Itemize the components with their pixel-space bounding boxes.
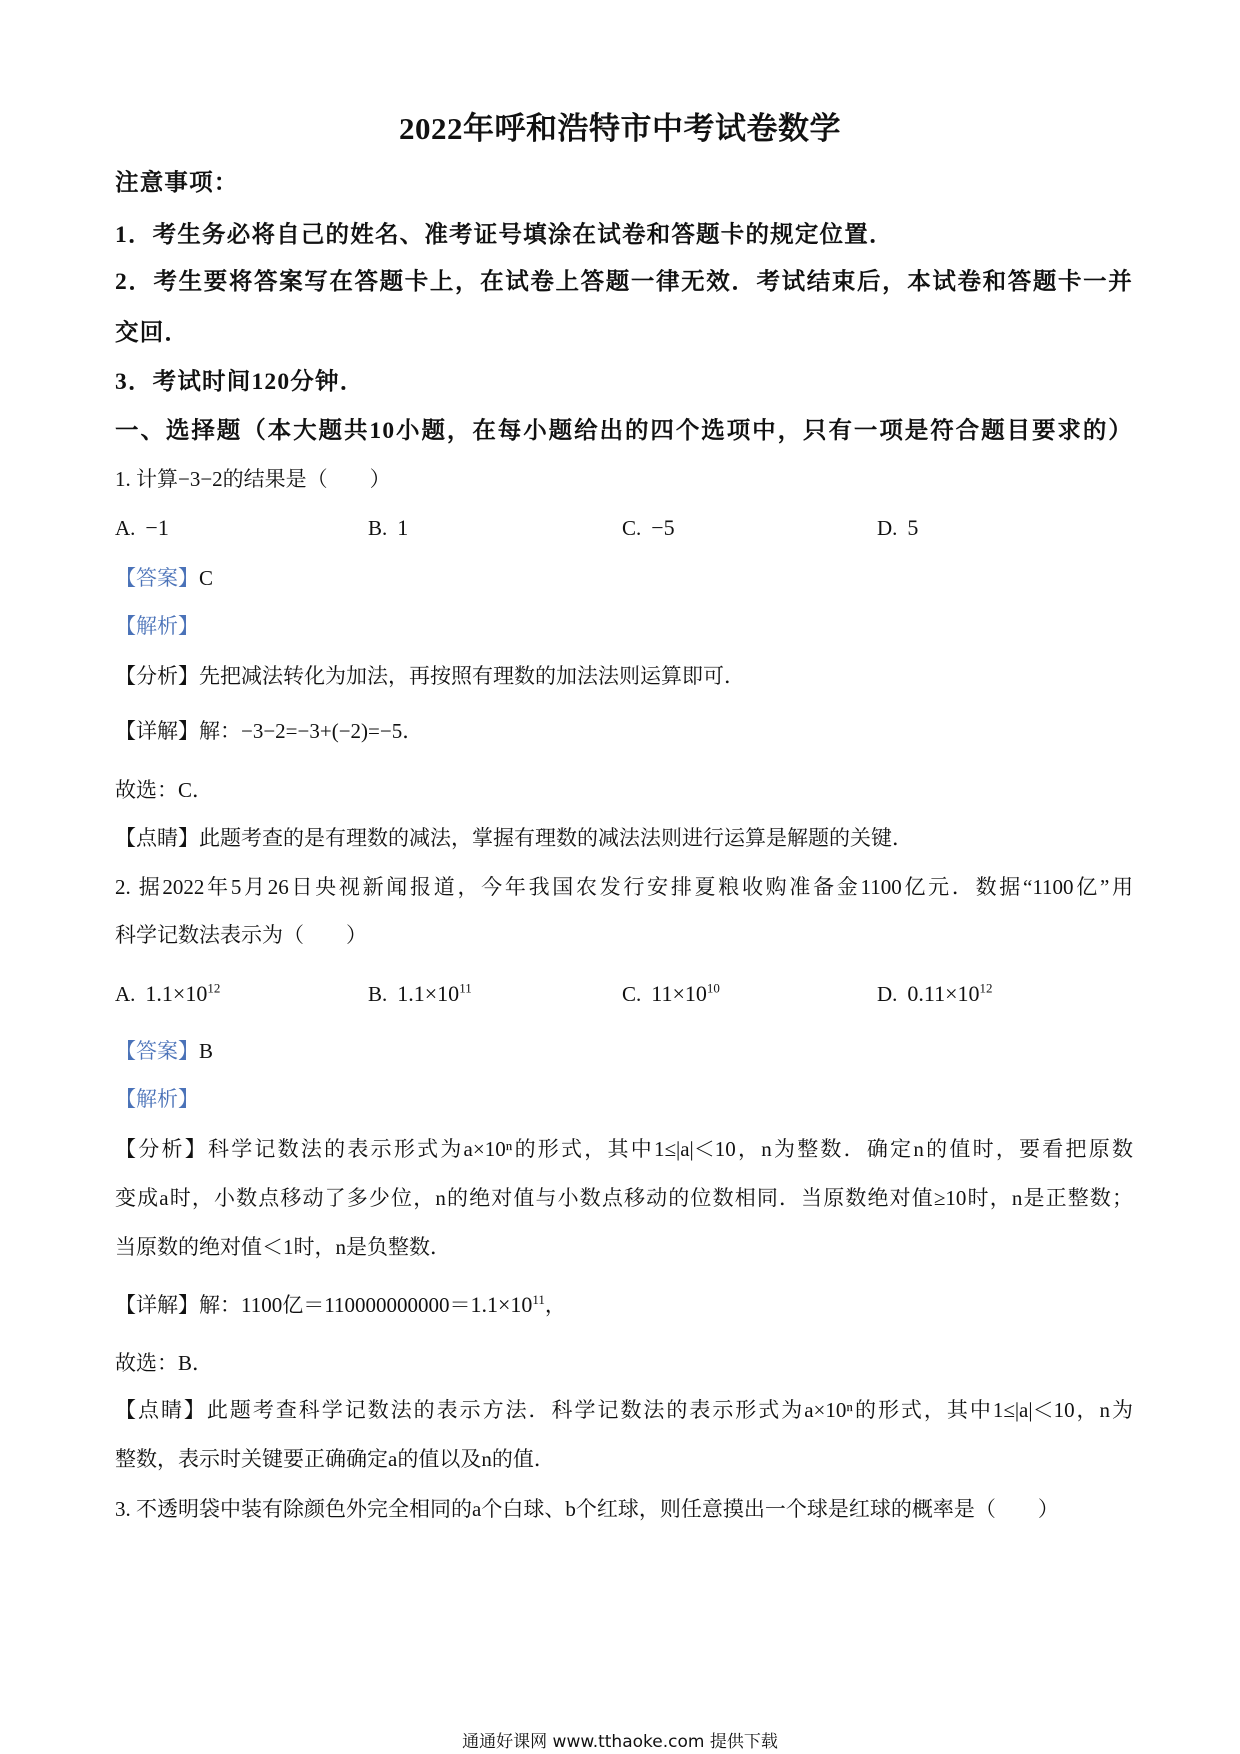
notice-item-2-line-1: 2．考生要将答案写在答题卡上，在试卷上答题一律无效．考试结束后，本试卷和答题卡一并 [115, 269, 1133, 295]
option-label: D. [877, 516, 898, 540]
q1-option-b [368, 504, 408, 552]
option-label: A. [115, 982, 136, 1006]
solution-base: 1.1×10 [470, 1292, 533, 1317]
q1-stem: 1. 计算−3−2的结果是（ ） [115, 467, 391, 491]
solution-label: 【详解】 [115, 719, 199, 743]
q2-answer [115, 1027, 1133, 1075]
q2-analysis-line-2: 变成a时，小数点移动了多少位，n的绝对值与小数点移动的位数相同．当原数绝对值≥10时，n是正整数； [115, 1186, 1133, 1210]
option-value: −5 [651, 515, 675, 540]
option-base: 1.1×10 [397, 981, 460, 1006]
option-exponent: 12 [979, 980, 993, 996]
comment-label: 【点睛】 [115, 1398, 207, 1422]
section-heading: 一、选择题（本大题共10小题，在每小题给出的四个选项中，只有一项是符合题目要求的） [115, 418, 1133, 444]
q1-option-d [877, 504, 918, 552]
solution-prefix: 解：1100亿＝110000000000＝ [199, 1293, 471, 1317]
solution-suffix: ， [544, 1293, 566, 1317]
notice-item-2-line-2: 交回． [115, 320, 190, 346]
option-value: 1 [397, 515, 409, 540]
q2-stem-line-2: 科学记数法表示为（ ） [115, 923, 367, 947]
analysis-text: 先把减法转化为加法，再按照有理数的加法法则运算即可． [199, 664, 745, 688]
option-base: 11×10 [651, 981, 707, 1006]
q2-option-a [115, 970, 220, 1018]
solution-text: 解：−3−2=−3+(−2)=−5． [199, 719, 424, 743]
option-value [907, 981, 992, 1006]
q2-option-c [622, 970, 720, 1018]
solution-exponent: 11 [532, 1292, 545, 1307]
option-value: 5 [907, 515, 919, 540]
q1-comment [115, 814, 1133, 862]
option-exponent: 12 [207, 980, 221, 996]
analysis-label: 【分析】 [115, 664, 199, 688]
notice-item-3: 3．考试时间120分钟． [115, 369, 365, 395]
option-label: D. [877, 982, 898, 1006]
q1-answer [115, 554, 1133, 602]
comment-text: 此题考查科学记数法的表示方法．科学记数法的表示形式为a×10ⁿ的形式，其中1≤|a|＜10，n为 [206, 1398, 1134, 1422]
page-footer: 通通好课网 www.tthaoke.com 提供下载 [462, 1732, 778, 1752]
option-value: −1 [145, 515, 169, 540]
analysis-text: 科学记数法的表示形式为a×10ⁿ的形式，其中1≤|a|＜10，n为整数．确定n的值时，要看把原数 [207, 1137, 1134, 1161]
option-label: B. [368, 982, 388, 1006]
q1-solution [115, 707, 1133, 755]
q1-analysis-heading: 【解析】 [115, 614, 199, 638]
option-value [651, 981, 720, 1006]
answer-label: 【答案】 [115, 1039, 199, 1063]
q1-options [115, 504, 1133, 552]
option-value [397, 981, 471, 1006]
q2-conclusion: 故选：B． [115, 1351, 214, 1375]
answer-value: B [199, 1039, 214, 1063]
notice-item-1: 1．考生务必将自己的姓名、准考证号填涂在试卷和答题卡的规定位置． [115, 222, 894, 248]
q1-analysis [115, 652, 1133, 700]
q2-analysis-line-1 [115, 1125, 1133, 1173]
q2-comment-line-2: 整数，表示时关键要正确确定a的值以及n的值． [115, 1447, 555, 1471]
comment-text: 此题考查的是有理数的减法，掌握有理数的减法法则进行运算是解题的关键． [199, 826, 913, 850]
option-label: B. [368, 516, 388, 540]
answer-value: C [199, 566, 214, 590]
q2-stem-line-1: 2. 据2022年5月26日央视新闻报道，今年我国农发行安排夏粮收购准备金1100亿元．数据“1100亿”用 [115, 875, 1133, 899]
option-label: A. [115, 516, 136, 540]
option-exponent: 11 [459, 980, 472, 996]
q2-options [115, 970, 1133, 1018]
option-label: C. [622, 516, 642, 540]
answer-label: 【答案】 [115, 566, 199, 590]
q2-comment-line-1 [115, 1386, 1133, 1434]
q2-solution [115, 1281, 1133, 1329]
option-exponent: 10 [706, 980, 720, 996]
q2-analysis-line-3: 当原数的绝对值＜1时，n是负整数． [115, 1235, 451, 1259]
comment-label: 【点睛】 [115, 826, 199, 850]
page-title: 2022年呼和浩特市中考试卷数学 [399, 111, 841, 146]
q1-option-c [622, 504, 675, 552]
q1-option-a [115, 504, 169, 552]
analysis-label: 【分析】 [115, 1137, 208, 1161]
option-value [145, 981, 220, 1006]
notice-heading: 注意事项： [115, 170, 239, 196]
q3-stem: 3. 不透明袋中装有除颜色外完全相同的a个白球、b个红球，则任意摸出一个球是红球的概率是（ ） [115, 1497, 1059, 1521]
option-base: 0.11×10 [907, 981, 980, 1006]
solution-label: 【详解】 [115, 1293, 199, 1317]
q2-option-b [368, 970, 472, 1018]
q2-option-d [877, 970, 993, 1018]
option-label: C. [622, 982, 642, 1006]
q2-analysis-heading: 【解析】 [115, 1087, 199, 1111]
option-base: 1.1×10 [145, 981, 208, 1006]
q1-conclusion: 故选：C． [115, 778, 214, 802]
